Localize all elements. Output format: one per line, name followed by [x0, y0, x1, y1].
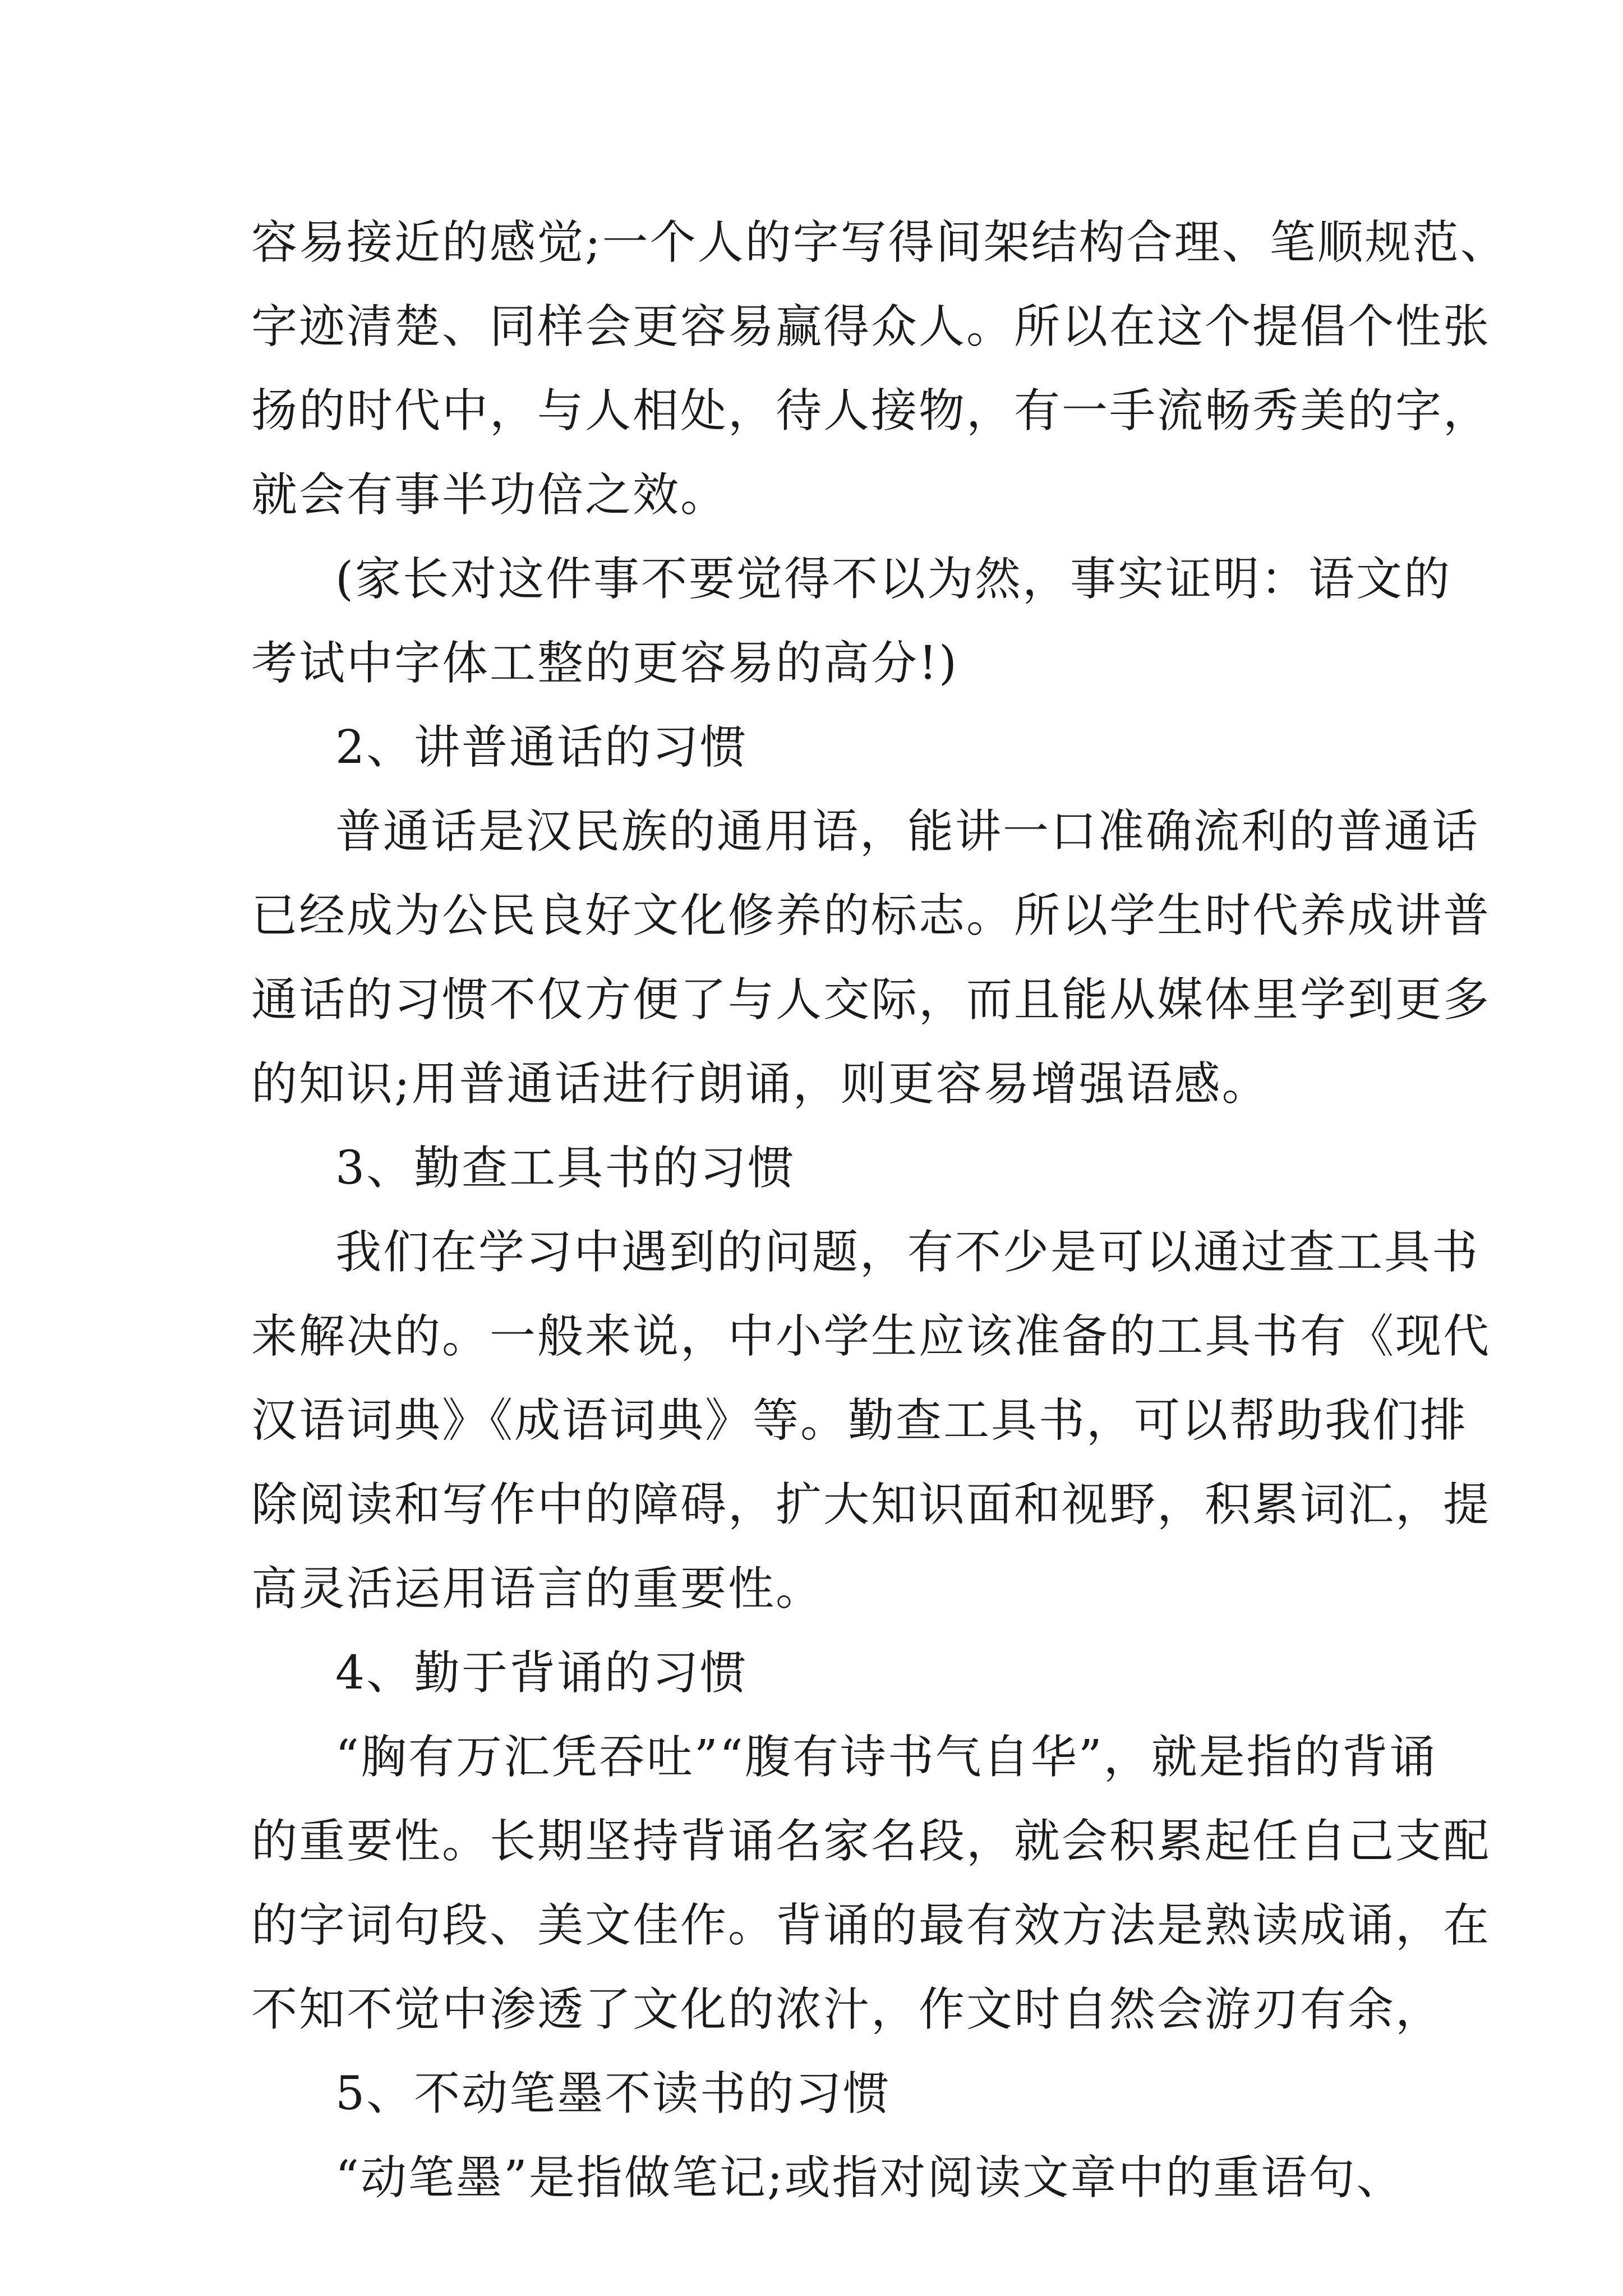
text-line: 的知识;用普通话进行朗诵，则更容易增强语感。	[251, 1057, 1270, 1111]
text-line: “动笔墨”是指做笔记;或指对阅读文章中的重语句、	[335, 2151, 1404, 2205]
text-line: 字迹清楚、同样会更容易赢得众人。所以在这个提倡个性张	[251, 300, 1491, 353]
text-line: 汉语词典》《成语词典》等。勤查工具书，可以帮助我们排	[251, 1394, 1468, 1447]
text-line: 我们在学习中遇到的问题，有不少是可以通过查工具书	[335, 1226, 1480, 1279]
text-line: 已经成为公民良好文化修养的标志。所以学生时代养成讲普	[251, 889, 1491, 942]
text-line: 的字词句段、美文佳作。背诵的最有效方法是熟读成诵，在	[251, 1899, 1491, 1952]
text-line: 高灵活运用语言的重要性。	[251, 1562, 824, 1616]
text-line: 通话的习惯不仅方便了与人交际，而且能从媒体里学到更多	[251, 973, 1491, 1027]
text-line: 就会有事半功倍之效。	[251, 468, 728, 522]
text-line: 普通话是汉民族的通用语，能讲一口准确流利的普通话	[335, 805, 1480, 858]
section-heading: 5、不动笔墨不读书的习惯	[335, 2067, 891, 2120]
text-line: 不知不觉中渗透了文化的浓汁，作文时自然会游刃有余，	[251, 1983, 1444, 2036]
text-line: 来解决的。一般来说，中小学生应该准备的工具书有《现代	[251, 1310, 1491, 1363]
text-line: 的重要性。长期坚持背诵名家名段，就会积累起任自己支配	[251, 1815, 1491, 1868]
section-heading: 2、讲普通话的习惯	[335, 721, 748, 774]
section-heading: 4、勤于背诵的习惯	[335, 1646, 748, 1700]
text-line: 考试中字体工整的更容易的高分!)	[251, 637, 958, 690]
document-body	[251, 201, 1508, 2220]
text-line: 容易接近的感觉;一个人的字写得间架结构合理、笔顺规范、	[251, 216, 1508, 269]
text-line: “胸有万汇凭吞吐”“腹有诗书气自华”，就是指的背诵	[335, 1731, 1437, 1784]
text-line: 除阅读和写作中的障碍，扩大知识面和视野，积累词汇，提	[251, 1478, 1491, 1531]
text-line: 扬的时代中，与人相处，待人接物，有一手流畅秀美的字，	[251, 384, 1491, 438]
section-heading: 3、勤查工具书的习惯	[335, 1142, 796, 1195]
text-line: (家长对这件事不要觉得不以为然，事实证明：语文的	[335, 553, 1451, 606]
